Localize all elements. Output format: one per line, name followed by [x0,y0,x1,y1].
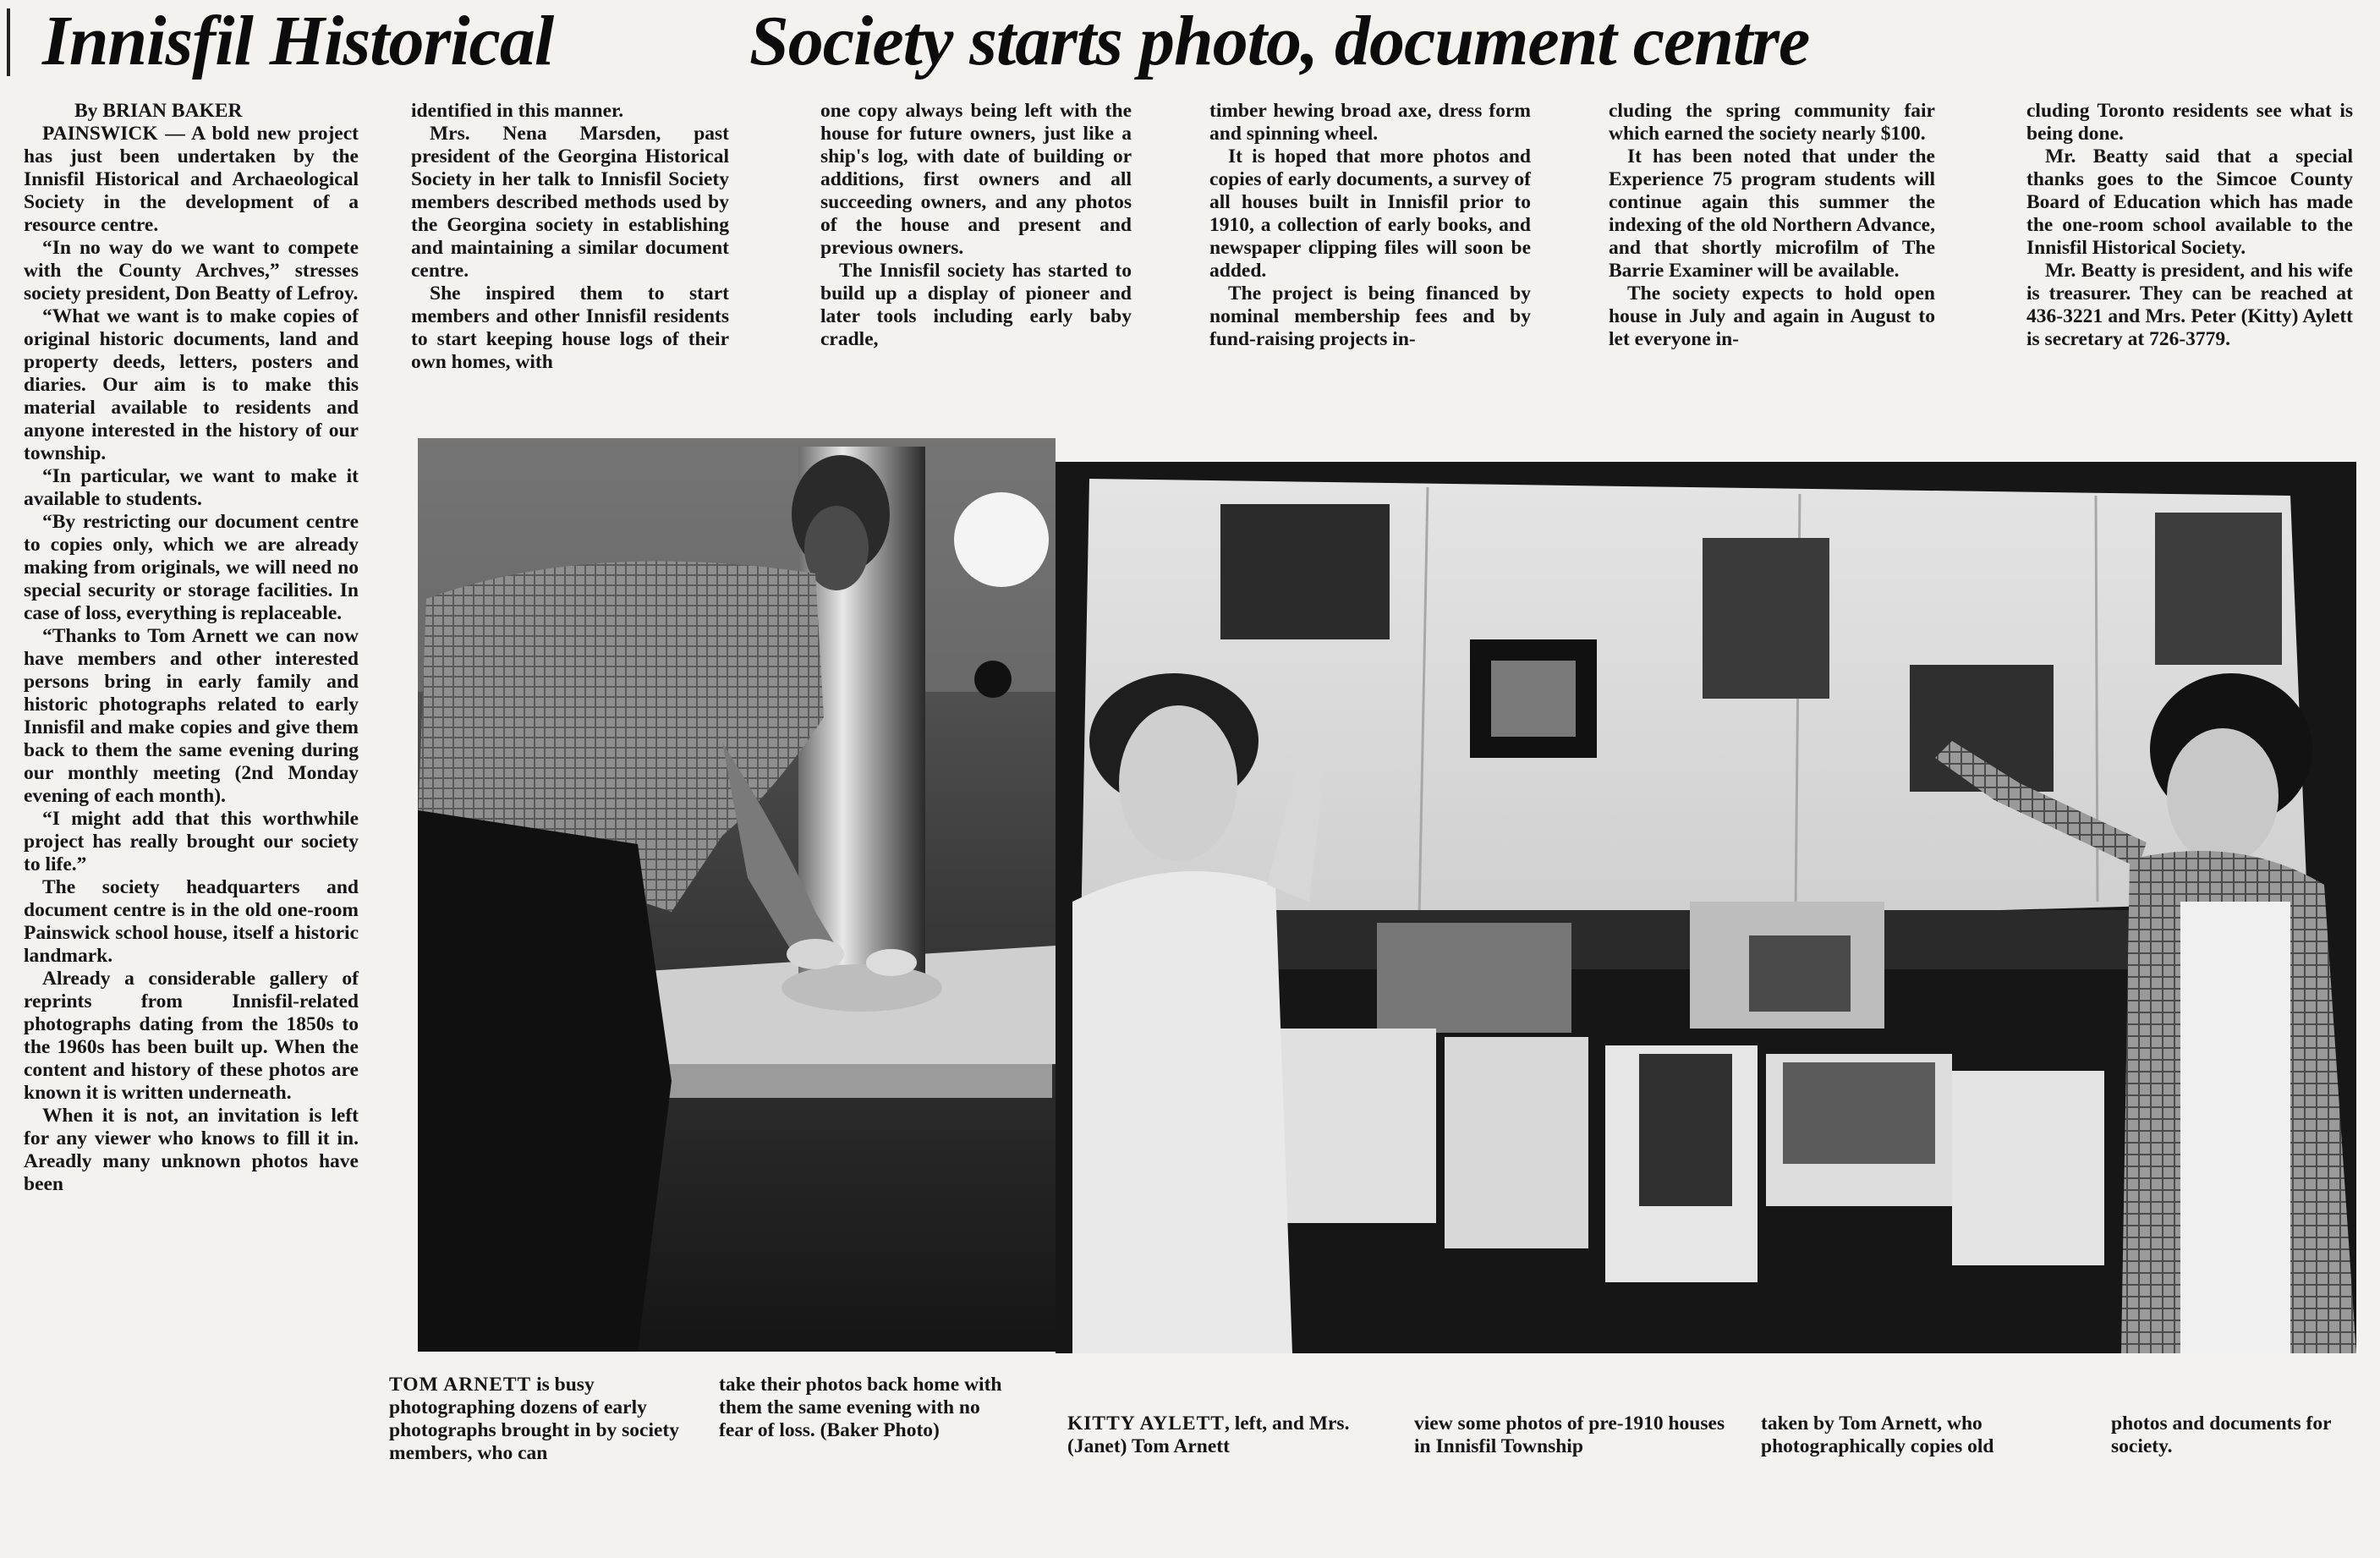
article-column-2 [411,100,729,374]
article-column-5 [1609,100,1935,351]
article-column-6 [2026,100,2353,351]
caption-text: take their photos back home with them the same evening with no fear of loss. (Baker Photo) [719,1374,1002,1441]
paragraph: “What we want is to make copies of original historic documents, land and property deeds, letters, posters and diaries. Our aim is to make this material available to residents and anyone interested in the history of our township. [24,305,359,464]
paragraph: cluding Toronto residents see what is being done. [2026,100,2353,145]
article-column-1 [24,100,359,1196]
paragraph: Mr. Beatty said that a special thanks goes to the Simcoe County Board of Education which has made the one-room school available to the Innisfil Historical Society. [2026,145,2353,259]
caption-kitty-aylett-c [1761,1413,2074,1458]
paragraph: The Innisfil society has started to build up a display of pioneer and later tools including early baby cradle, [820,260,1132,350]
byline: By BRIAN BAKER [74,100,243,122]
paragraph: Mrs. Nena Marsden, past president of the Georgina Historical Society in her talk to Innisfil Society members described methods used by the Georgina society in establishing and maintaining a similar document centre. [411,123,729,282]
photo-tom-arnett [418,438,1056,1352]
caption-tom-arnett-b [719,1374,1006,1442]
paragraph: cluding the spring community fair which earned the society nearly $100. [1609,100,1935,145]
caption-text: is busy photographing dozens of early photographs brought in by society members, who can [389,1374,679,1464]
caption-text: , left, and Mrs. (Janet) Tom Arnett [1067,1413,1350,1457]
caption-kitty-aylett-a [1067,1413,1372,1458]
caption-kitty-aylett-d [2111,1413,2365,1458]
paragraph: Already a considerable gallery of reprints from Innisfil-related photographs dating from the 1850s to the 1960s has been built up. When the content and history of these photos are known it is written underneath. [24,968,359,1104]
paragraph: She inspired them to start members and other Innisfil residents to start keeping house logs of their own homes, with [411,283,729,373]
caption-text: photos and documents for society. [2111,1413,2332,1457]
paragraph: The society expects to hold open house in July and again in August to let everyone in- [1609,283,1935,350]
paragraph: The project is being financed by nominal membership fees and by fund-raising projects in- [1209,283,1531,350]
paragraph: identified in this manner. [411,100,624,122]
headline [24,0,2358,81]
left-margin-rule [7,8,10,76]
caption-name: TOM ARNETT [389,1374,532,1396]
article-column-4 [1209,100,1531,351]
caption-kitty-aylett-b [1414,1413,1727,1458]
caption-text: view some photos of pre-1910 houses in Innisfil Township [1414,1413,1725,1457]
paragraph: PAINSWICK — A bold new project has just been undertaken by the Innisfil Historical and Archaeological Society in the development of a resource centre. [24,123,359,236]
photo-display-image [1056,462,2356,1353]
paragraph: It is hoped that more photos and copies of early documents, a survey of all houses built in Innisfil prior to 1910, a collection of early books, and newspaper clipping files will soon be added. [1209,145,1531,282]
paragraph: “In no way do we want to compete with the County Archves,” stresses society president, Don Beatty of Lefroy. [24,237,359,304]
paragraph: The society headquarters and document centre is in the old one-room Painswick school house, itself a historic landmark. [24,876,359,967]
headline-part-2: Society starts photo, document centre [749,2,1810,80]
paragraph: “By restricting our document centre to copies only, which we are already making from originals, we will need no special security or storage facilities. In case of loss, everything is replaceable. [24,511,359,624]
photo-tom-arnett-image [418,438,1056,1352]
paragraph: “In particular, we want to make it available to students. [24,465,359,510]
paragraph: It has been noted that under the Experience 75 program students will continue again this summer the indexing of the old Northern Advance, and that shortly microfilm of The Barrie Examiner will be available. [1609,145,1935,282]
caption-text: taken by Tom Arnett, who photographically copies old [1761,1413,1994,1457]
paragraph: one copy always being left with the house for future owners, just like a ship's log, with date of building or additions, first owners and all succeeding owners, and any photos of the house and present and previous owners. [820,100,1132,259]
article-column-3 [820,100,1132,351]
caption-name: KITTY AYLETT [1067,1413,1225,1435]
paragraph: Mr. Beatty is president, and his wife is treasurer. They can be reached at 436-3221 and Mrs. Peter (Kitty) Aylett is secretary at 726-3779. [2026,260,2353,350]
paragraph: timber hewing broad axe, dress form and spinning wheel. [1209,100,1531,145]
paragraph: “Thanks to Tom Arnett we can now have members and other interested persons bring in early family and historic photographs related to early Innisfil and make copies and give them back to them the same evening during our monthly meeting (2nd Monday evening of each month). [24,625,359,807]
caption-tom-arnett-a [389,1374,697,1465]
photo-kitty-aylett-janet-arnett [1056,462,2356,1353]
paragraph: When it is not, an invitation is left for any viewer who knows to fill it in. Areadly many unknown photos have been [24,1105,359,1195]
paragraph: “I might add that this worthwhile project has really brought our society to life.” [24,808,359,875]
headline-part-1: Innisfil Historical [42,2,554,80]
